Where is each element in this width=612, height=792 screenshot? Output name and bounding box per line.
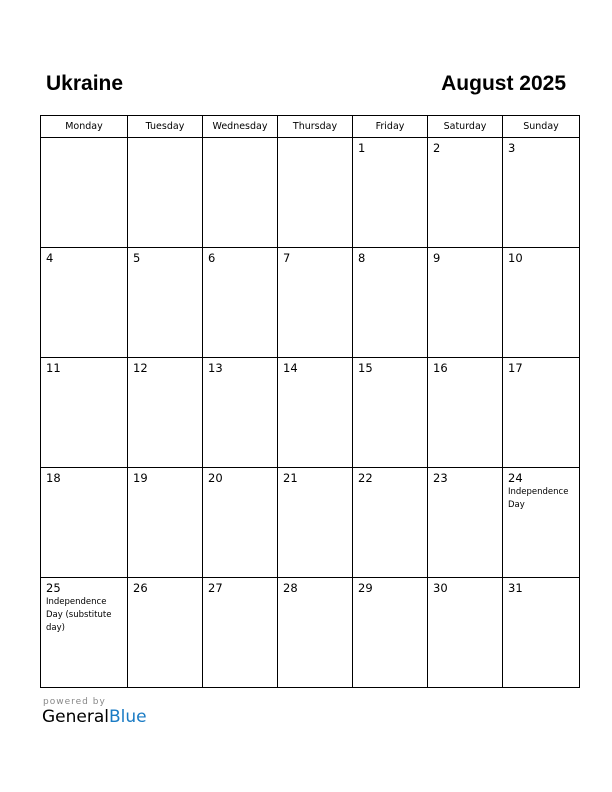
day-cell (428, 468, 503, 578)
day-cell (41, 358, 128, 468)
day-cell (353, 358, 428, 468)
day-cell (428, 248, 503, 358)
holiday-label: Independence Day (substitute day) (46, 597, 112, 633)
country-title: Ukraine (46, 72, 124, 95)
weekday-header: Saturday (428, 116, 503, 138)
week-row (41, 138, 580, 248)
day-cell (41, 138, 128, 248)
calendar-grid (40, 115, 580, 688)
day-number: 12 (133, 361, 148, 375)
day-cell (503, 248, 580, 358)
day-number: 17 (508, 361, 523, 375)
day-cell (128, 358, 203, 468)
day-number: 5 (133, 251, 141, 265)
day-cell (353, 248, 428, 358)
day-cell (503, 138, 580, 248)
day-number: 9 (433, 251, 441, 265)
day-cell (203, 358, 278, 468)
day-number: 21 (283, 471, 298, 485)
week-row (41, 578, 580, 688)
day-cell (203, 138, 278, 248)
day-cell (353, 138, 428, 248)
day-number: 15 (358, 361, 373, 375)
week-row (41, 248, 580, 358)
day-cell (41, 248, 128, 358)
day-number: 1 (358, 141, 366, 155)
day-cell (203, 468, 278, 578)
day-cell (428, 358, 503, 468)
weekday-header: Thursday (278, 116, 353, 138)
day-cell (203, 578, 278, 688)
day-number: 22 (358, 471, 373, 485)
day-cell (278, 358, 353, 468)
day-number: 27 (208, 581, 223, 595)
weekday-header: Monday (41, 116, 128, 138)
day-number: 30 (433, 581, 448, 595)
day-number: 16 (433, 361, 448, 375)
day-cell (278, 138, 353, 248)
day-cell (41, 468, 128, 578)
day-cell (503, 578, 580, 688)
day-cell (278, 578, 353, 688)
day-cell (278, 468, 353, 578)
day-number: 4 (46, 251, 54, 265)
day-cell (353, 578, 428, 688)
day-number: 29 (358, 581, 373, 595)
day-cell (428, 138, 503, 248)
holiday-label: Independence Day (508, 487, 569, 510)
logo-general: General (42, 707, 109, 727)
weekday-header: Friday (353, 116, 428, 138)
day-number: 25 (46, 581, 61, 595)
day-number: 24 (508, 471, 523, 485)
day-number: 18 (46, 471, 61, 485)
day-number: 2 (433, 141, 441, 155)
day-number: 13 (208, 361, 223, 375)
powered-by-text: powered by (43, 697, 106, 707)
day-number: 19 (133, 471, 148, 485)
logo-blue: Blue (109, 707, 147, 727)
week-row (41, 358, 580, 468)
day-number: 28 (283, 581, 298, 595)
day-cell (503, 358, 580, 468)
day-cell (278, 248, 353, 358)
day-number: 8 (358, 251, 366, 265)
day-cell (203, 248, 278, 358)
generalblue-logo[interactable] (42, 707, 147, 727)
day-number: 6 (208, 251, 216, 265)
day-cell (128, 248, 203, 358)
day-cell (428, 578, 503, 688)
day-number: 3 (508, 141, 516, 155)
day-cell (128, 578, 203, 688)
day-cell (41, 578, 128, 688)
weekday-header: Tuesday (128, 116, 203, 138)
day-cell (128, 468, 203, 578)
day-number: 26 (133, 581, 148, 595)
day-number: 14 (283, 361, 298, 375)
day-cell (128, 138, 203, 248)
weekday-header: Sunday (503, 116, 580, 138)
day-number: 23 (433, 471, 448, 485)
day-number: 10 (508, 251, 523, 265)
day-number: 11 (46, 361, 61, 375)
day-number: 7 (283, 251, 291, 265)
week-row (41, 468, 580, 578)
month-title: August 2025 (441, 72, 566, 95)
day-number: 20 (208, 471, 223, 485)
day-cell (503, 468, 580, 578)
day-number: 31 (508, 581, 523, 595)
weekday-header: Wednesday (203, 116, 278, 138)
day-cell (353, 468, 428, 578)
